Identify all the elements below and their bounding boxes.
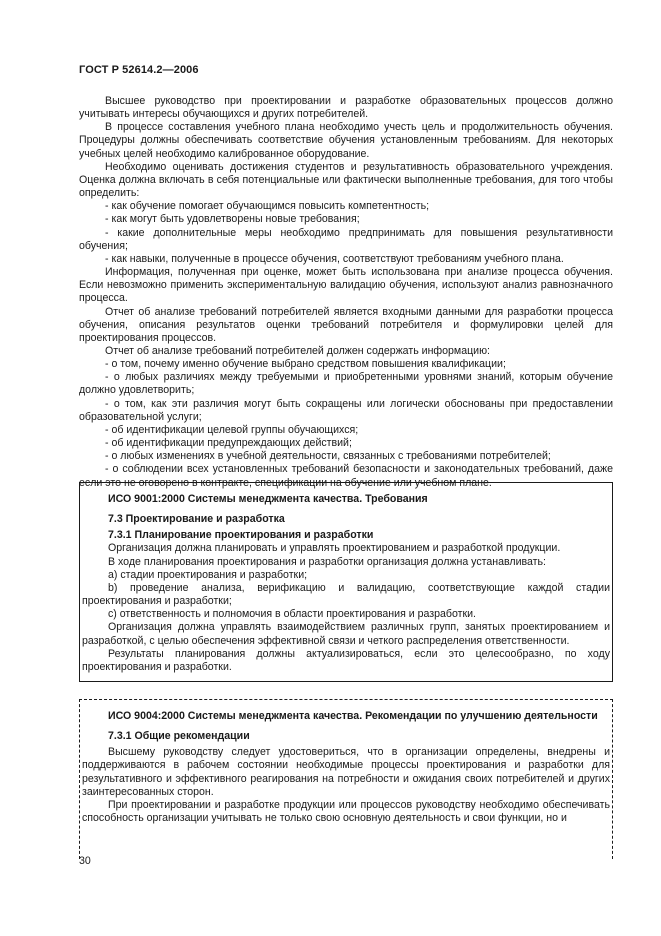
page-number: 30 — [79, 855, 91, 867]
box1-para: Организация должна управлять взаимодействием различных групп, занятых проектированием и разработкой, с целью обеспечения эффективной связи и четкого распределения ответственности. — [82, 621, 610, 647]
body-item: - как навыки, полученные в процессе обучения, соответствуют требованиям учебного плана. — [105, 252, 564, 265]
body-para: В процессе составления учебного плана необходимо учесть цель и продолжительность обучения. Процедуры должны обеспечивать соответствие обучения установленным требованиям. Для некоторых учебных целей необходимо калиброванное оборудование. — [79, 121, 613, 160]
box1-sub: 7.3 Проектирование и разработка — [108, 513, 285, 526]
box1-para: В ходе планирования проектирования и разработки организация должна устанавливать: — [108, 555, 546, 568]
body-item: - какие дополнительные меры необходимо предпринимать для повышения результативности обучения; — [79, 226, 613, 252]
iso-9004-excerpt-box — [79, 699, 613, 859]
body-item: - о любых изменениях в учебной деятельности, связанных с требованиями потребителей; — [105, 450, 551, 463]
box2-para: При проектировании и разработке продукции или процессов руководству необходимо обеспечивать способность организации учитывать не только свою основную деятельность и свои функции, но и — [82, 798, 610, 825]
body-item: - о соблюдении всех установленных требований безопасности и законодательных требований, даже если это не оговорено в контракте, спецификации на обучение или учебном плане. — [79, 463, 613, 489]
box2-para: Высшему руководству следует удостовериться, что в организации определены, внедрены и поддерживаются в рабочем состоянии необходимые процессы проектирования и разработки для результативного и эффективного реагирования на потребности и ожидания своих потребителей и других заинтересованных сторон. — [82, 746, 610, 798]
document-header: ГОСТ Р 52614.2—2006 — [79, 64, 199, 76]
box2-title: ИСО 9004:2000 Системы менеджмента качества. Рекомендации по улучшению деятельности — [108, 710, 598, 722]
body-item: - о любых различиях между требуемыми и приобретенными уровнями знаний, которым обучение должно удовлетворить; — [79, 371, 613, 397]
main-text — [79, 95, 613, 490]
box1-para: Организация должна планировать и управлять проектированием и разработкой продукции. — [108, 542, 561, 555]
body-item: - о том, почему именно обучение выбрано средством повышения квалификации; — [105, 358, 506, 371]
box1-para: c) ответственность и полномочия в области проектирования и разработки. — [108, 608, 476, 621]
box1-para: b) проведение анализа, верификацию и валидацию, соответствующие каждой стадии проектирования и разработки; — [82, 581, 610, 608]
box1-subsub: 7.3.1 Планирование проектирования и разработки — [108, 529, 374, 542]
body-item: - как могут быть удовлетворены новые требования; — [105, 213, 360, 226]
box1-para: a) стадии проектирования и разработки; — [108, 568, 308, 581]
body-item: - о том, как эти различия могут быть сокращены или логически обоснованы при предоставлении образовательной услуги; — [79, 397, 613, 423]
body-para: Необходимо оценивать достижения студентов и результативность образовательного учреждения. Оценка должна включать в себя потенциальные или фактически выполненные требования, для того чтобы определить: — [79, 160, 613, 200]
body-item: - об идентификации предупреждающих действий; — [105, 437, 352, 450]
box1-title: ИСО 9001:2000 Системы менеджмента качества. Требования — [108, 493, 428, 505]
body-item: - как обучение помогает обучающимся повысить компетентность; — [105, 200, 430, 213]
box2-sub: 7.3.1 Общие рекомендации — [108, 730, 250, 743]
body-para: Информация, полученная при оценке, может быть использована при анализе процесса обучения. Если невозможно применить экспериментальную валидацию обучения, используют анализ равнозначного процесса. — [79, 266, 613, 305]
iso-9001-excerpt-box — [79, 482, 613, 682]
box1-para: Результаты планирования должны актуализироваться, если это целесообразно, по ходу проектирования и разработки. — [82, 647, 610, 673]
body-para: Отчет об анализе требований потребителей должен содержать информацию: — [105, 344, 490, 357]
body-item: - об идентификации целевой группы обучающихся; — [105, 423, 359, 436]
body-para: Отчет об анализе требований потребителей является входными данными для разработки процесса обучения, описания результатов оценки требований потребителя и формулировки целей для проектирования процессов. — [79, 305, 613, 344]
body-para: Высшее руководство при проектировании и разработке образовательных процессов должно учитывать интересы обучающихся и других потребителей. — [79, 95, 613, 121]
